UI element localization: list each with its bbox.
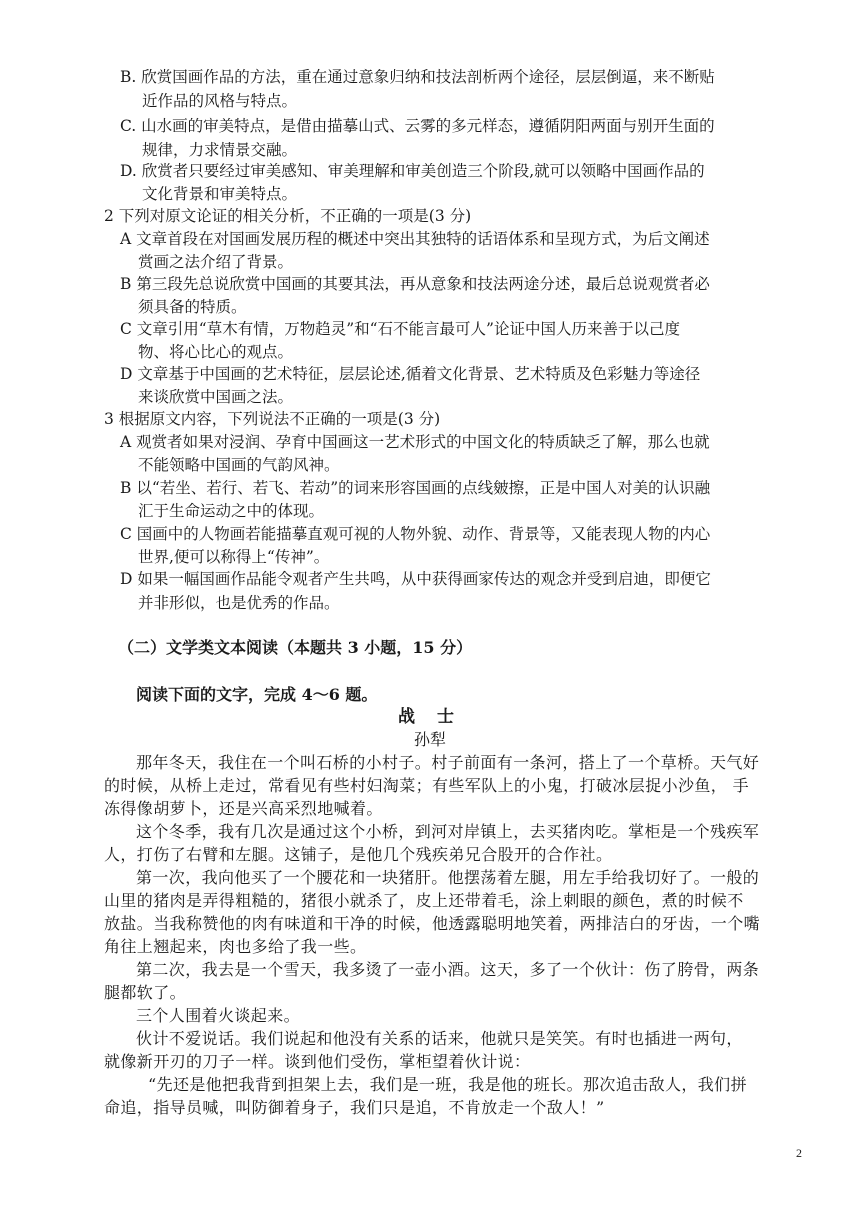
q2-option-b-line2: 须具备的特质。 (138, 298, 247, 316)
story-p1-line2: 的时候，从桥上走过，常看见有些村妇淘菜；有些军队上的小鬼，打破冰层捉小沙鱼， 手 (104, 776, 750, 795)
q3-option-b-line2: 汇于生命运动之中的体现。 (138, 502, 325, 520)
story-title: 战 士 (398, 707, 462, 727)
story-p4-line1: 第二次，我去是一个雪天，我多烫了一壶小酒。这天，多了一个伙计：伤了胯骨，两条 (136, 960, 760, 979)
q3-option-d-line1: D 如果一幅国画作品能令观者产生共鸣，从中获得画家传达的观念并受到启迪，即便它 (120, 570, 711, 588)
q1-option-c-line1: C. 山水画的审美特点，是借由描摹山式、云雾的多元样态，遵循阴阳两面与别开生面的 (120, 117, 715, 135)
q2-stem: 2 下列对原文论证的相关分析，不正确的一项是(3 分) (104, 207, 472, 225)
page-number: 2 (796, 1146, 802, 1160)
q2-option-c-line2: 物、将心比心的观点。 (138, 343, 294, 361)
story-p3-line1: 第一次，我向他买了一个腰花和一块猪肝。他摆荡着左腿，用左手给我切好了。一般的 (136, 868, 760, 887)
q2-option-d-line2: 来谈欣赏中国画之法。 (138, 388, 294, 406)
q1-option-d-line1: D. 欣赏者只要经过审美感知、审美理解和审美创造三个阶段,就可以领略中国画作品的 (120, 162, 705, 180)
section-heading: （二）文学类文本阅读（本题共 3 小题，15 分） (118, 638, 473, 657)
q3-option-c-line2: 世界,便可以称得上“传神”。 (138, 548, 330, 566)
q3-option-a-line1: A 观赏者如果对浸润、孕育中国画这一艺术形式的中国文化的特质缺乏了解，那么也就 (120, 433, 710, 451)
story-p3-line4: 角往上翘起来，肉也多给了我一些。 (104, 937, 367, 956)
story-author: 孙犁 (413, 730, 446, 749)
story-p3-line3: 放盐。当我称赞他的肉有味道和干净的时候，他透露聪明地笑着，两排洁白的牙齿，一个嘴 (104, 914, 761, 933)
q2-option-c-line1: C 文章引用“草木有情，万物趋灵”和“石不能言最可人”论证中国人历来善于以己度 (120, 320, 680, 338)
q3-option-c-line1: C 国画中的人物画若能描摹直观可视的人物外貌、动作、背景等，又能表现人物的内心 (120, 525, 711, 543)
q1-option-b-line1: B. 欣赏国画作品的方法，重在通过意象归纳和技法剖析两个途径，层层倒逼，来不断贴 (120, 68, 715, 86)
story-p1-line1: 那年冬天，我住在一个叫石桥的小村子。村子前面有一条河，搭上了一个草桥。天气好 (136, 753, 760, 772)
q3-option-b-line1: B 以“若坐、若行、若飞、若动”的词来形容国画的点线皴擦，正是中国人对美的认识融 (120, 479, 711, 497)
q3-option-d-line2: 并非形似，也是优秀的作品。 (138, 594, 340, 612)
story-p7-line2: 命追，指导员喊，叫防御着身子，我们只是追，不肯放走一个敌人！” (104, 1098, 605, 1117)
q1-option-b-line2: 近作品的风格与特点。 (142, 92, 298, 110)
q2-option-a-line2: 赏画之法介绍了背景。 (138, 253, 294, 271)
q2-option-a-line1: A 文章首段在对国画发展历程的概述中突出其独特的话语体系和呈现方式，为后文阐述 (120, 230, 710, 248)
q3-option-a-line2: 不能领略中国画的气韵风神。 (138, 456, 340, 474)
q3-stem: 3 根据原文内容，下列说法不正确的一项是(3 分) (104, 410, 441, 428)
q2-option-b-line1: B 第三段先总说欣赏中国画的其要其法，再从意象和技法两途分述，最后总说观赏者必 (120, 275, 710, 293)
story-p6-line1: 伙计不爱说话。我们说起和他没有关系的话来，他就只是笑笑。有时也插进一两句， (136, 1029, 743, 1048)
story-p5-line1: 三个人围着火谈起来。 (136, 1006, 301, 1025)
story-p1-line3: 冻得像胡萝卜，还是兴高采烈地喊着。 (104, 799, 383, 818)
story-p4-line2: 腿都软了。 (104, 983, 187, 1002)
reading-instruction: 阅读下面的文字，完成 4～6 题。 (136, 685, 378, 704)
story-p2-line2: 人，打伤了右臂和左腿。这铺子，是他几个残疾弟兄合股开的合作社。 (104, 845, 613, 864)
story-p7-line1: “先还是他把我背到担架上去，我们是一班，我是他的班长。那次追击敌人，我们拼 (148, 1075, 747, 1094)
q1-option-d-line2: 文化背景和审美特点。 (142, 185, 298, 203)
story-p6-line2: 就像新开刃的刀子一样。谈到他们受伤，掌柜望着伙计说： (104, 1052, 531, 1071)
q2-option-d-line1: D 文章基于中国画的艺术特征，层层论述,循着文化背景、艺术特质及色彩魅力等途径 (120, 365, 701, 383)
story-p2-line1: 这个冬季，我有几次是通过这个小桥，到河对岸镇上，去买猪肉吃。掌柜是一个残疾军 (136, 822, 760, 841)
q1-option-c-line2: 规律，力求情景交融。 (142, 141, 298, 159)
story-p3-line2: 山里的猪肉是弄得粗糙的，猪很小就杀了，皮上还带着毛，涂上刺眼的颜色，煮的时候不 (104, 891, 744, 910)
